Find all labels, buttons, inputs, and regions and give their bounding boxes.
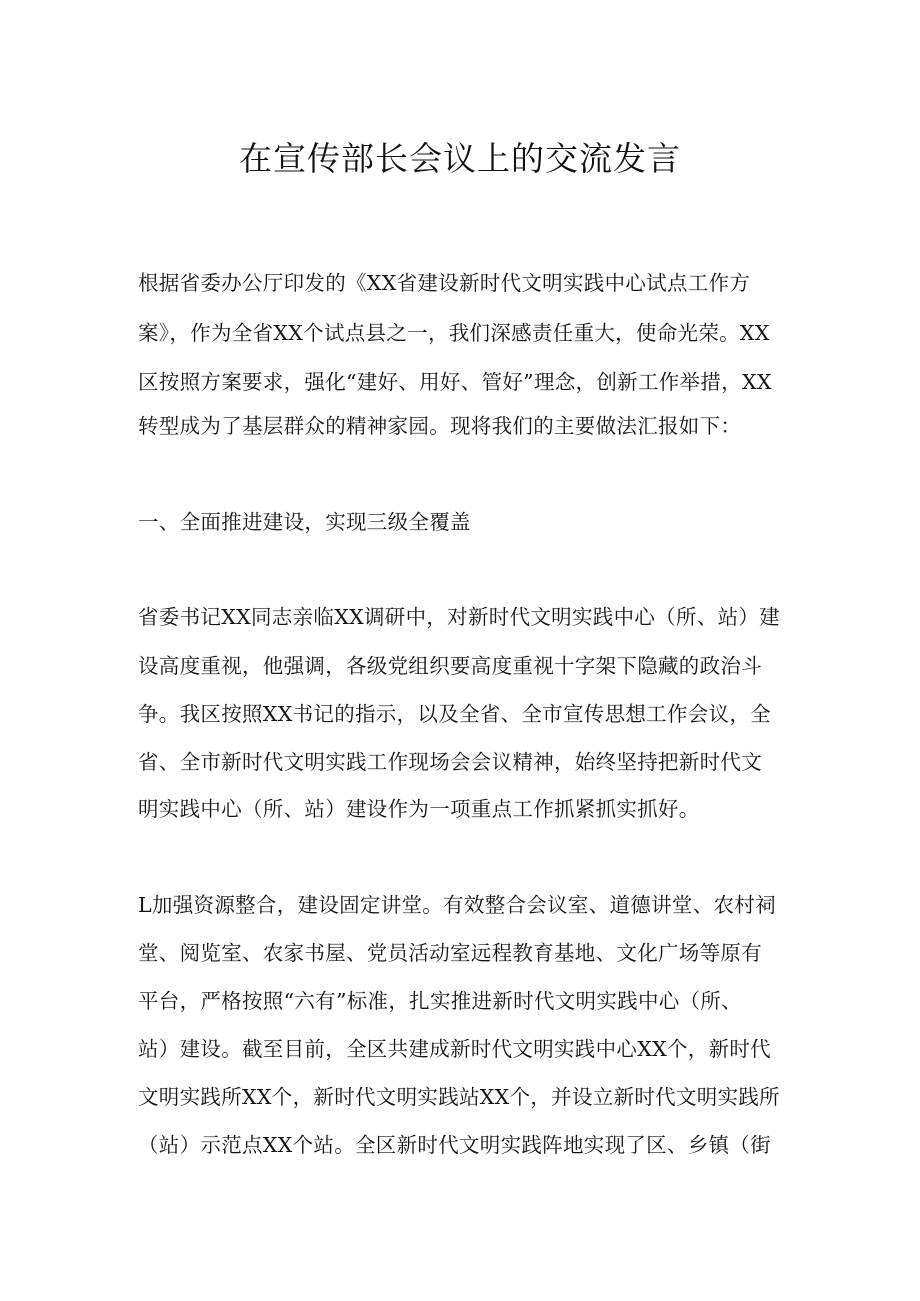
section-heading: 一、全面推进建设，实现三级全覆盖 <box>138 510 471 534</box>
text-line: 争。我区按照XX书记的指示，以及全省、全市宣传思想工作会议，全 <box>138 702 771 726</box>
text-line: 明实践中心（所、站）建设作为一项重点工作抓紧抓实抓好。 <box>138 797 700 821</box>
text-line: 根据省委办公厅印发的《XX省建设新时代文明实践中心试点工作方 <box>138 271 751 295</box>
text-line: （站）示范点XX个站。全区新时代文明实践阵地实现了区、乡镇（街 <box>138 1133 771 1157</box>
text-line: 省委书记XX同志亲临XX调研中，对新时代文明实践中心（所、站）建 <box>138 605 780 629</box>
text-line: 省、全市新时代文明实践工作现场会会议精神，始终坚持把新时代文 <box>138 750 762 774</box>
text-line: 案》，作为全省XX个试点县之一，我们深感责任重大，使命光荣。XX <box>138 321 770 345</box>
text-line: L加强资源整合，建设固定讲堂。有效整合会议室、道德讲堂、农村祠 <box>138 893 776 917</box>
text-line: 区按照方案要求，强化“建好、用好、管好”理念，创新工作举措，XX <box>138 370 772 394</box>
text-line: 站）建设。截至目前，全区共建成新时代文明实践中心XX个，新时代 <box>138 1037 771 1061</box>
text-line: 转型成为了基层群众的精神家园。现将我们的主要做法汇报如下： <box>138 414 742 438</box>
text-line: 平台，严格按照“六有”标准，扎实推进新时代文明实践中心（所、 <box>138 989 742 1013</box>
text-line: 堂、阅览室、农家书屋、党员活动室远程教育基地、文化广场等原有 <box>138 941 762 965</box>
text-line: 设高度重视，他强调，各级党组织要高度重视十字架下隐藏的政治斗 <box>138 654 762 678</box>
text-line: 文明实践所XX个，新时代文明实践站XX个，并设立新时代文明实践所 <box>138 1085 780 1109</box>
document-title: 在宣传部长会议上的交流发言 <box>239 139 681 178</box>
